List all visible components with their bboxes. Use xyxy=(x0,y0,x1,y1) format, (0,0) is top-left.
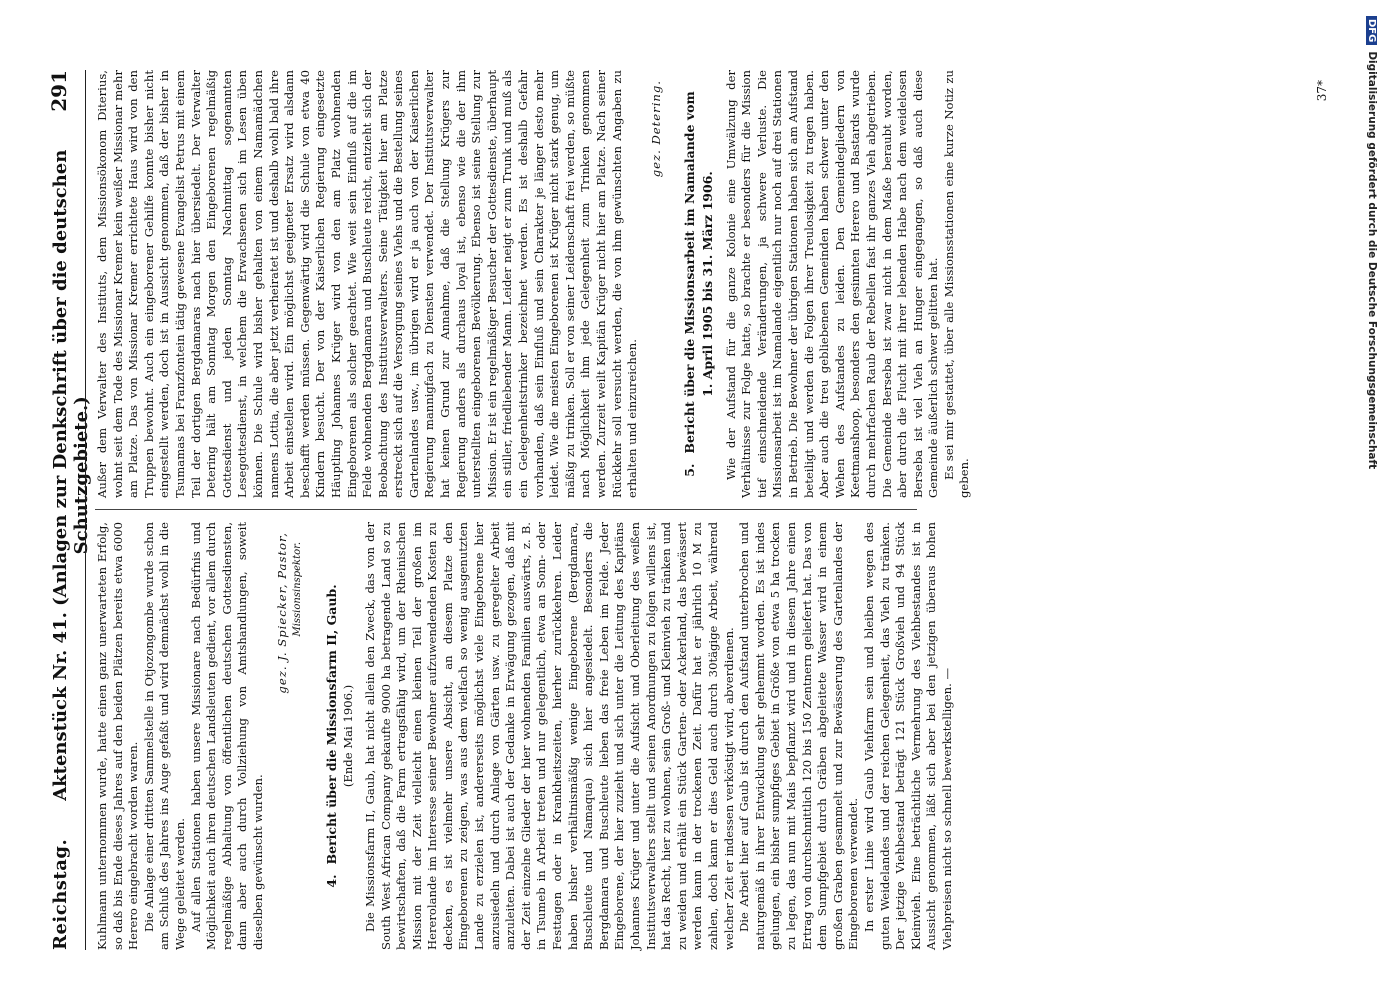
section-heading xyxy=(682,70,698,498)
paragraph: Die Anlage einer dritten Sammelstelle in Otjozongombe wurde schon am Schluß des Jahres ins Auge gefaßt und wird demnächst wohl in die Wege geleitet werden. xyxy=(141,522,187,950)
columns xyxy=(95,70,1330,950)
signature-title: Missionsinspektor. xyxy=(292,542,304,637)
section-number: 5. xyxy=(682,463,698,477)
section-date: (Ende Mai 1906.) xyxy=(341,684,356,788)
credit-text: Digitalisierung gefördert durch die Deutsche Forschungsgemeinschaft xyxy=(1366,51,1378,470)
header-rule xyxy=(85,70,86,950)
column-right xyxy=(95,70,1330,498)
paragraph: Die Missionsfarm II, Gaub, hat nicht allein den Zweck, das von der South West African Company gekaufte 9000 ha betragende Land so zu bewirtschaften, daß die Farm ertragsfähig wird, um der Rheinischen Mission mit der Zeit vielleicht einen kleinen Teil der großen im Hererolande im Interesse seiner Bewohner aufzuwendenden Kosten zu decken, es ist vielmehr unsere Absicht, an diesem Platze den Eingeborenen zu zeigen, was aus dem vielfach so wenig ausgenutzten Lande zu erzielen ist, andererseits möglichst viele Eingeborene hier anzusiedeln und durch Anlage von Gärten usw. zu geregelter Arbeit anzuleiten. Dabei ist auch der Gedanke in Erwägung gezogen, daß mit der Zeit einzelne Glieder der hier wohnenden Familien auswärts, z. B. in Tsumeb in Arbeit treten und nur gelegentlich, etwa an Sonn- oder Festtagen oder in Krankheitszeiten, hierher zurückkehren. Leider haben bisher verhältnismäßig wenige Eingeborene (Bergdamara, Buschleute und Namaqua) sich hier angesiedelt. Besonders die Bergdamara und Buschleute lieben das freie Leben im Felde. Jeder Eingeborene, der hier zuzieht und sich unter die Leitung des Kapitäns Johannes Krüger und unter die Aufsicht und Oberleitung des weißen Institutsverwalters stellt und seinen Anordnungen zu folgen willens ist, hat das Recht, hier zu wohnen, sein Groß- und Kleinvieh zu tränken und zu weiden und erhält ein Stück Garten- oder Ackerland, das bewässert werden kann in der trockenen Zeit. Dafür hat er jährlich 10 M zu zahlen, doch kann er dies Geld auch durch 30tägige Arbeit, während welcher Zeit er indessen verköstigt wird, abverdienen. xyxy=(362,522,736,950)
signature: gez. Detering. xyxy=(648,80,663,178)
digitization-credit xyxy=(1358,16,1378,986)
paragraph: In erster Linie wird Gaub Viehfarm sein und bleiben wegen des guten Weidelandes und der reichen Gelegenheit, das Vieh zu tränken. Der jetzige Viehbestand beträgt 121 Stück Großvieh und 94 Stück Kleinvieh. Eine beträchtliche Vermehrung des Viehbestandes ist in Aussicht genommen, läßt sich aber bei den jetzigen überaus hohen Viehpreisen nicht so schnell bewerkstelligen. — xyxy=(861,522,954,950)
header-left: Reichstag. xyxy=(50,838,71,950)
section-title: Bericht über die Missionsarbeit im Namalande vom xyxy=(682,91,698,454)
paragraph: Außer dem Verwalter des Instituts, dem Missionsökonom Diterius, wohnt seit dem Tode des Missionar Kremer kein weißer Missionar mehr am Platze. Das von Missionar Kremer errichtete Haus wird von den Truppen bewohnt. Auch ein eingeborener Gehilfe konnte bisher nicht eingestellt werden, doch ist in Aussicht genommen, daß der bisher in Tsumamas bei Franzfontein tätig gewesene Evangelist Petrus mit einem Teil der dortigen Bergdamaras nach hier übersiedelt. Der Verwalter Detering hält am Sonntag Morgen den Eingeborenen regelmäßig Gottesdienst und jeden Sonntag Nachmittag sogenannten Lesegottesdienst, in welchem die Erwachsenen sich im Lesen üben können. Die Schule wird bisher gehalten von einem Namamädchen namens Lottia, die aber jetzt verheiratet ist und deshalb wohl bald ihre Arbeit einstellen wird. Ein möglichst geeigneter Ersatz wird alsdann beschafft werden müssen. Gegenwärtig wird die Schule von etwa 40 Kindern besucht. Der von der Kaiserlichen Regierung eingesetzte Häuptling Johannes Krüger wird von den am Platz wohnenden Eingeborenen als solcher geachtet. Wie weit sein Einfluß auf die im Felde wohnenden Bergdamara und Buschleute reicht, entzieht sich der Beobachtung des Institutsverwalters. Seine Tätigkeit hier am Platze erstreckt sich auf die Versorgung seines Viehs und die Bestellung seines Gartenlandes usw., im übrigen wird er ja auch von der Kaiserlichen Regierung mannigfach zu Diensten verwendet. Der Institutsverwalter hat keinen Grund zur Annahme, daß die Stellung Krügers zur Regierung anders als durchaus loyal ist, ebenso wie die der ihm unterstellten eingeborenen Bevölkerung. Ebenso ist seine Stellung zur Mission. Er ist ein regelmäßiger Besucher der Gottesdienste, überhaupt ein stiller, friedliebender Mann. Leider neigt er zum Trunk und muß als ein Gelegenheitstrinker bezeichnet werden. Es ist deshalb Gefahr vorhanden, daß sein Einfluß und sein Charakter je länger desto mehr leidet. Wie die meisten Eingeborenen ist Krüger nicht stark genug, um mäßig zu trinken. Soll er von seiner Leidenschaft frei werden, so müßte nach Möglichkeit ihm jede Gelegenheit zum Trinken genommen werden. Zurzeit weilt Kapitän Krüger nicht hier am Platze. Nach seiner Rückkehr soll versucht werden, die von ihm gewünschten Angaben zu erhalten und einzureichen. xyxy=(95,70,640,498)
signature-mark: 37* xyxy=(1315,80,1330,102)
paragraph: Auf allen Stationen haben unsere Missionare nach Bedürfnis und Möglichkeit auch ihren deutschen Landsleuten gedient, vor allem durch regelmäßige Abhaltung von öffentlichen deutschen Gottesdiensten, dann aber auch durch Vollziehung von Amtshandlungen, soweit dieselben gewünscht wurden. xyxy=(188,522,265,950)
page-header xyxy=(47,70,92,950)
section-date: 1. April 1905 bis 31. März 1906. xyxy=(699,171,715,397)
signature: gez. J. Spiecker, Pastor, xyxy=(274,532,289,694)
paragraph: Die Arbeit hier auf Gaub ist durch den Aufstand unterbrochen und naturgemäß in ihrer Entwicklung sehr gehemmt worden. Es ist indes gelungen, ein bisher sumpfiges Gebiet in Größe von etwa 5 ha trocken zu legen, das nun mit Mais bepflanzt wird und in diesem Jahre einen Ertrag von durchschnittlich 120 bis 150 Zentnern geliefert hat. Das von dem Sumpfgebiet durch Gräben abgeleitete Wasser wird in einem großen Graben gesammelt und zur Bewässerung des Gartenlandes der Eingeborenen verwendet. xyxy=(737,522,861,950)
credit-line xyxy=(1358,16,1378,986)
paragraph: Kuhlmann unternommen wurde, hatte einen ganz unerwarteten Erfolg, so daß bis Ende dieses Jahres auf den beiden Plätzen bereits etwa 6000 Herero eingebracht worden waren. xyxy=(95,522,141,950)
paragraph: Wie der Aufstand für die ganze Kolonie eine Umwälzung der Verhältnisse zur Folge hatte, so brachte er besonders für die Mission tief einschneidende Veränderungen, ja schwere Verluste. Die Missionsarbeit ist im Namalande eigentlich nur noch auf drei Stationen in Betrieb. Die Bewohner der übrigen Stationen haben sich am Aufstand beteiligt und werden die Folgen ihrer Treulosigkeit zu tragen haben. Aber auch die treu gebliebenen Gemeinden haben schwer unter den Wehen des Aufstandes zu leiden. Den Gemeindegliedern von Keetmanshoop, besonders den gesinnten Herero und Bastards wurde durch mehrfachen Raub der Rebellen fast ihr ganzes Vieh abgetrieben. Die Gemeinde Berseba ist zwar nicht in dem Maße beraubt worden, aber durch die Flucht mit ihrer lebenden Habe nach dem weidelosen Berseba ist viel Vieh an Hunger eingegangen, so daß auch diese Gemeinde äußerlich schwer gelitten hat. xyxy=(723,70,941,498)
page-number: 291 xyxy=(47,70,71,112)
paragraph: Es sei mir gestattet, über alle Missionsstationen eine kurze Notiz zu geben. xyxy=(941,70,972,498)
section-number: 4. xyxy=(323,874,339,888)
header-title: Aktenstück Nr. 41. (Anlagen zur Denkschrift über die deutschen Schutzgebiete.) xyxy=(50,149,92,801)
document-page xyxy=(47,70,1337,950)
dfg-logo: DFG xyxy=(1366,16,1377,45)
column-left xyxy=(95,522,1327,950)
section-title: Bericht über die Missionsfarm II, Gaub. xyxy=(323,584,339,865)
section-heading xyxy=(324,522,340,950)
